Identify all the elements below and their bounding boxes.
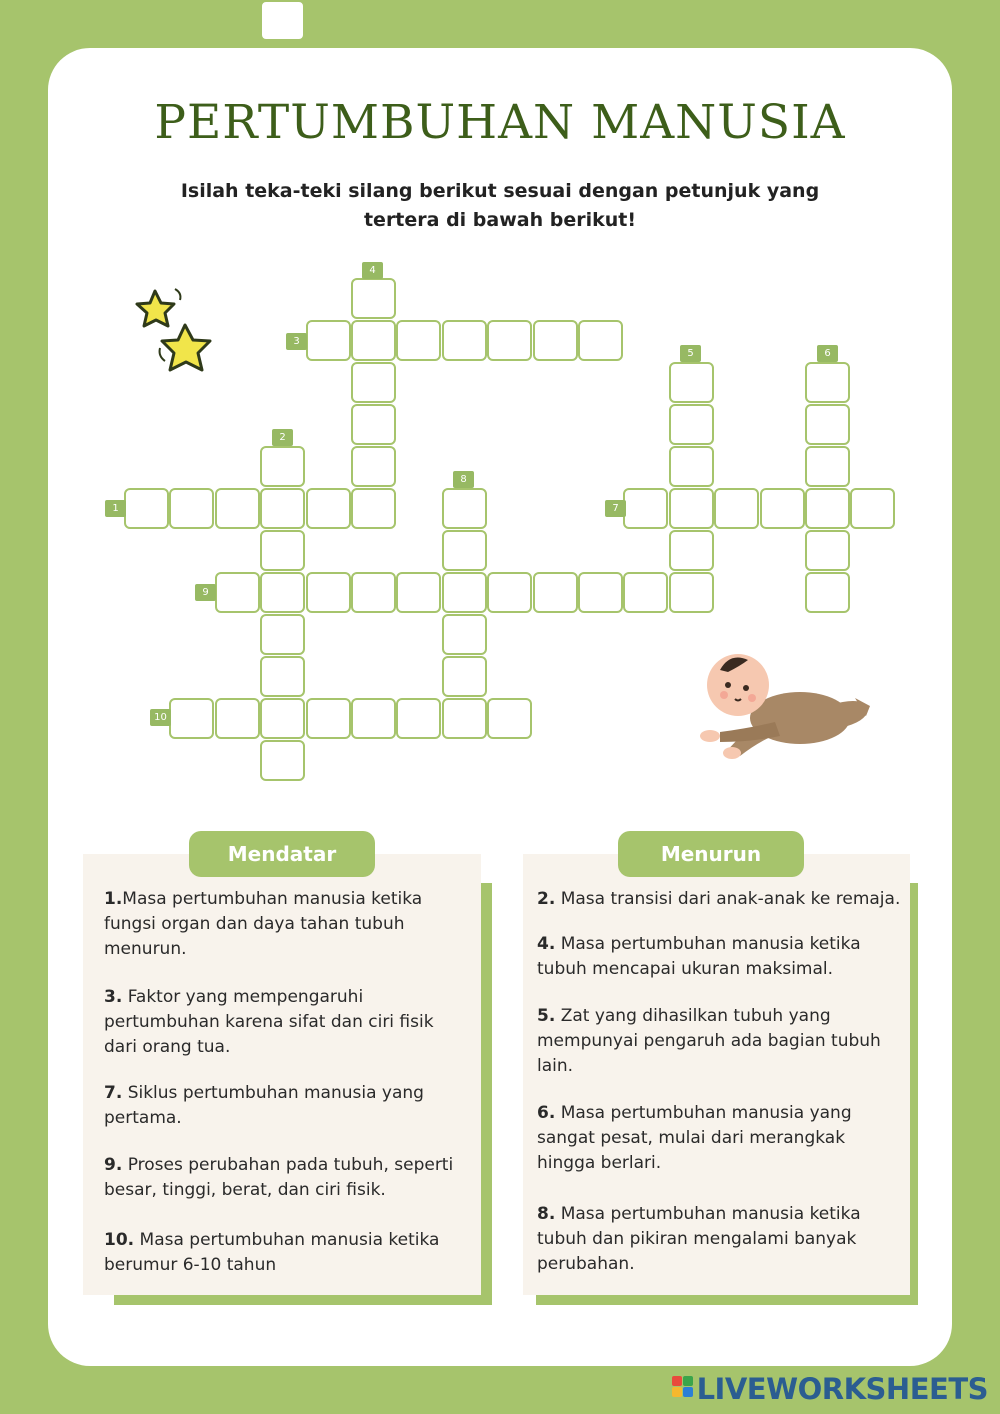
crossword-cell[interactable]	[351, 488, 396, 529]
crossword-cell[interactable]	[487, 698, 532, 739]
crossword-cell[interactable]	[306, 488, 351, 529]
crossword-cell[interactable]	[215, 698, 260, 739]
crossword-cell[interactable]	[215, 572, 260, 613]
crossword-cell[interactable]	[351, 320, 396, 361]
crossword-cell[interactable]	[351, 446, 396, 487]
crossword-cell[interactable]	[306, 320, 351, 361]
crossword-cell[interactable]	[669, 362, 714, 403]
menurun-clue-8: 8. Masa pertumbuhan manusia ketika tubuh dan pikiran mengalami banyak perubahan.	[537, 1204, 861, 1274]
clue-number-badge: 2	[272, 429, 293, 446]
crossword-cell[interactable]	[260, 530, 305, 571]
crossword-cell[interactable]	[396, 320, 441, 361]
clue-number-badge: 7	[605, 500, 626, 517]
crossword-cell[interactable]	[260, 0, 305, 41]
crossword-cell[interactable]	[669, 488, 714, 529]
crossword-cell[interactable]	[351, 278, 396, 319]
crossword-cell[interactable]	[215, 488, 260, 529]
crossword-cell[interactable]	[442, 530, 487, 571]
clue-number-badge: 5	[680, 345, 701, 362]
crossword-cell[interactable]	[124, 488, 169, 529]
crossword-cell[interactable]	[805, 488, 850, 529]
crossword-cell[interactable]	[306, 572, 351, 613]
crossword-cell[interactable]	[351, 404, 396, 445]
instruction-text: Isilah teka-teki silang berikut sesuai dengan petunjuk yang tertera di bawah berikut!	[180, 180, 820, 231]
crossword-cell[interactable]	[442, 488, 487, 529]
crossword-cell[interactable]	[260, 698, 305, 739]
mendatar-clue-3: 3. Faktor yang mempengaruhi pertumbuhan karena sifat dan ciri fisik dari orang tua.	[104, 987, 434, 1057]
crossword-cell[interactable]	[805, 572, 850, 613]
crossword-cell[interactable]	[805, 404, 850, 445]
crossword-cell[interactable]	[442, 698, 487, 739]
menurun-clue-6: 6. Masa pertumbuhan manusia yang sangat pesat, mulai dari merangkak hingga berlari.	[537, 1103, 852, 1173]
clue-number-badge: 9	[195, 584, 216, 601]
brand-text: LIVEWORKSHEETS	[696, 1372, 988, 1406]
crossword-cell[interactable]	[260, 740, 305, 781]
crossword-cell[interactable]	[396, 698, 441, 739]
menurun-clue-4: 4. Masa pertumbuhan manusia ketika tubuh mencapai ukuran maksimal.	[537, 934, 861, 979]
crossword-cell[interactable]	[306, 698, 351, 739]
mendatar-heading: Mendatar	[189, 831, 375, 877]
crossword-cell[interactable]	[533, 320, 578, 361]
crossword-cell[interactable]	[623, 488, 668, 529]
menurun-clue-2: 2. Masa transisi dari anak-anak ke remaja.	[537, 889, 901, 909]
crossword-cell[interactable]	[260, 572, 305, 613]
crossword-cell[interactable]	[578, 320, 623, 361]
crossword-cell[interactable]	[260, 446, 305, 487]
live-blocks-icon	[672, 1376, 694, 1402]
mendatar-clue-1: 1.Masa pertumbuhan manusia ketika fungsi organ dan daya tahan tubuh menurun.	[104, 889, 423, 959]
crossword-cell[interactable]	[487, 320, 532, 361]
crossword-cell[interactable]	[850, 488, 895, 529]
crossword-cell[interactable]	[351, 362, 396, 403]
crossword-cell[interactable]	[669, 404, 714, 445]
crossword-cell[interactable]	[669, 572, 714, 613]
crossword-cell[interactable]	[442, 320, 487, 361]
crossword-cell[interactable]	[396, 572, 441, 613]
liveworksheets-logo	[672, 1370, 988, 1408]
crossword-cell[interactable]	[260, 614, 305, 655]
menurun-heading: Menurun	[618, 831, 804, 877]
crossword-cell[interactable]	[714, 488, 759, 529]
crossword-cell[interactable]	[669, 530, 714, 571]
crossword-cell[interactable]	[169, 488, 214, 529]
crossword-cell[interactable]	[487, 572, 532, 613]
page-title: PERTUMBUHAN MANUSIA	[154, 95, 846, 150]
crossword-cell[interactable]	[805, 446, 850, 487]
mendatar-clue-10: 10. Masa pertumbuhan manusia ketika berumur 6-10 tahun	[104, 1230, 440, 1275]
crossword-cell[interactable]	[578, 572, 623, 613]
crossword-cell[interactable]	[623, 572, 668, 613]
clue-number-badge: 1	[105, 500, 126, 517]
crossword-cell[interactable]	[760, 488, 805, 529]
crossword-cell[interactable]	[669, 446, 714, 487]
crossword-cell[interactable]	[169, 698, 214, 739]
crossword-cell[interactable]	[260, 656, 305, 697]
mendatar-clue-7: 7. Siklus pertumbuhan manusia yang pertama.	[104, 1083, 424, 1128]
crossword-cell[interactable]	[442, 614, 487, 655]
crossword-cell[interactable]	[442, 656, 487, 697]
clue-number-badge: 3	[286, 333, 307, 350]
crossword-cell[interactable]	[351, 698, 396, 739]
crossword-cell[interactable]	[260, 488, 305, 529]
crossword-cell[interactable]	[533, 572, 578, 613]
clue-number-badge: 4	[362, 262, 383, 279]
clue-number-badge: 8	[453, 471, 474, 488]
clue-number-badge: 6	[817, 345, 838, 362]
menurun-clue-5: 5. Zat yang dihasilkan tubuh yang mempunyai pengaruh ada bagian tubuh lain.	[537, 1006, 881, 1076]
crossword-cell[interactable]	[351, 572, 396, 613]
clue-number-badge: 10	[150, 709, 171, 726]
crossword-cell[interactable]	[442, 572, 487, 613]
crossword-cell[interactable]	[805, 362, 850, 403]
mendatar-clue-9: 9. Proses perubahan pada tubuh, seperti besar, tinggi, berat, dan ciri fisik.	[104, 1155, 454, 1200]
crossword-cell[interactable]	[805, 530, 850, 571]
